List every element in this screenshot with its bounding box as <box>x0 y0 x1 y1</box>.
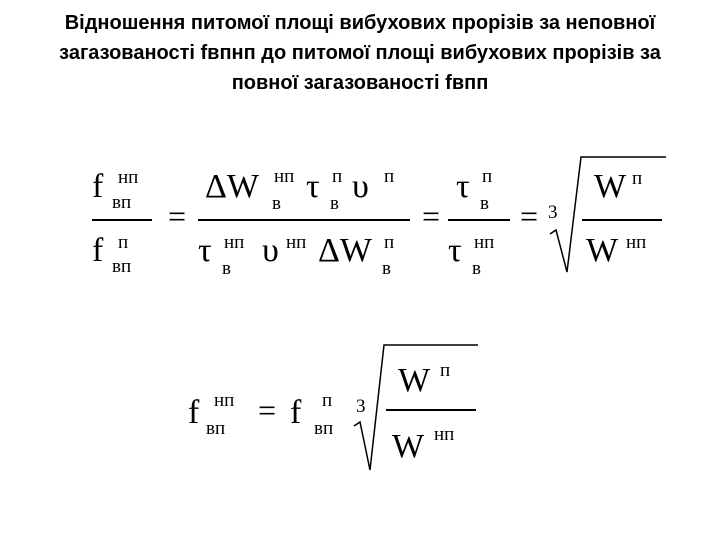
sub-vp: вп <box>112 192 132 213</box>
equals-sign: = <box>168 198 187 234</box>
tau-symbol: τ <box>306 168 320 205</box>
sub-vp: вп <box>206 418 226 439</box>
equals-sign: = <box>422 198 441 234</box>
sup-p: п <box>384 232 395 253</box>
root-index: 3 <box>356 396 366 417</box>
sub-vp: вп <box>314 418 334 439</box>
tau-symbol: τ <box>456 168 470 205</box>
sup-p: п <box>118 232 129 253</box>
equals-sign: = <box>520 198 539 234</box>
slide-title: Відношення питомої площі вибухових прорізів за неповної загазованості fвпнп до питомої площі вибухових прорізів за повної загазованості fвпп <box>59 12 661 94</box>
upsilon-symbol: υ <box>352 168 369 205</box>
sup-np: нп <box>474 232 495 253</box>
w-symbol: W <box>398 362 431 399</box>
w-symbol: W <box>392 428 425 465</box>
sub-v: в <box>222 258 231 279</box>
sup-np: нп <box>224 232 245 253</box>
w-symbol: W <box>586 232 619 269</box>
sup-p: п <box>322 390 333 411</box>
sub-v: в <box>472 258 481 279</box>
w-symbol: W <box>594 168 627 205</box>
tau-symbol: τ <box>448 232 462 269</box>
sup-np: нп <box>274 166 295 187</box>
sup-p: п <box>632 168 643 189</box>
delta-w: ΔW <box>205 168 259 205</box>
sub-vp: вп <box>112 256 132 277</box>
fraction-bar <box>386 409 476 411</box>
equals-sign: = <box>258 392 277 428</box>
sup-np: нп <box>286 232 307 253</box>
sup-p: п <box>332 166 343 187</box>
sub-v: в <box>480 193 489 214</box>
root-index: 3 <box>548 202 558 223</box>
sub-v: в <box>272 193 281 214</box>
f-symbol: f <box>290 394 302 431</box>
tau-symbol: τ <box>198 232 212 269</box>
sup-p: п <box>482 166 493 187</box>
upsilon-symbol: υ <box>262 232 279 269</box>
sup-p: п <box>384 166 395 187</box>
sup-np: нп <box>118 167 139 188</box>
f-symbol: f <box>92 168 104 205</box>
sup-p: п <box>440 360 451 381</box>
sup-np: нп <box>626 232 647 253</box>
sub-v: в <box>330 193 339 214</box>
f-symbol: f <box>188 394 200 431</box>
f-symbol: f <box>92 232 104 269</box>
sup-np: нп <box>214 390 235 411</box>
sup-np: нп <box>434 424 455 445</box>
delta-w: ΔW <box>318 232 372 269</box>
sub-v: в <box>382 258 391 279</box>
